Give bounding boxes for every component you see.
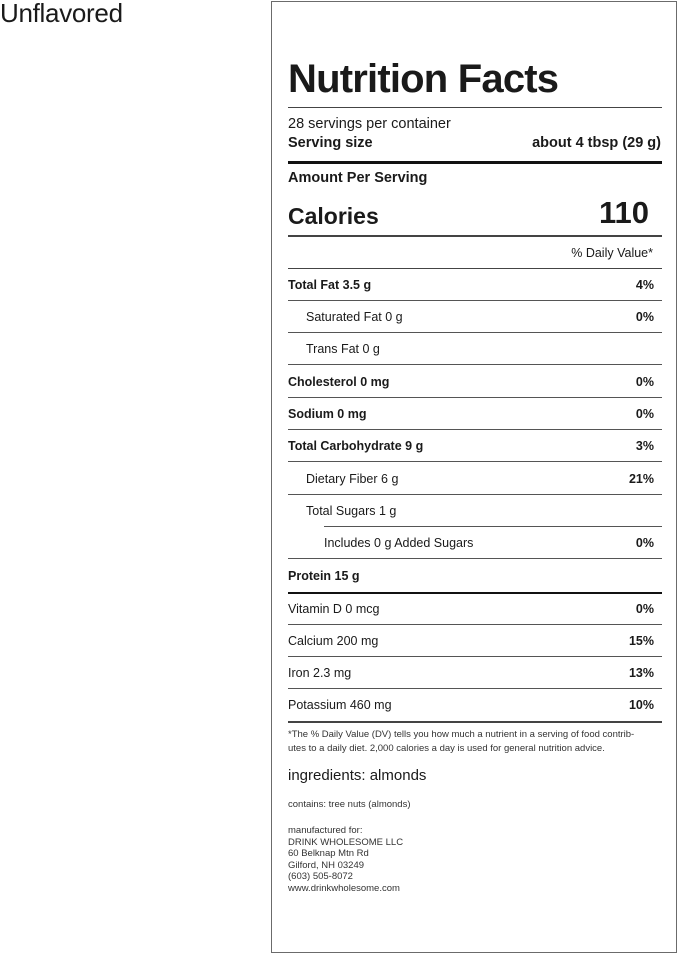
nutrient-dv: 0% bbox=[635, 536, 654, 550]
serving-size-label: Serving size bbox=[288, 135, 373, 151]
vitamin-row-iron bbox=[288, 657, 662, 689]
nutrition-facts-title: Nutrition Facts bbox=[288, 57, 559, 101]
nutrient-dv: 4% bbox=[635, 278, 654, 292]
nutrient-label: Trans Fat 0 g bbox=[306, 342, 380, 356]
nutrient-label: Protein 15 g bbox=[288, 569, 360, 583]
footnote-line: utes to a daily diet. 2,000 calories a day is used for general nutrition advice. bbox=[288, 743, 605, 754]
nutrient-row-saturated-fat bbox=[288, 301, 662, 333]
nutrient-row-protein bbox=[288, 560, 662, 592]
vitamin-row-potassium bbox=[288, 689, 662, 721]
ingredients-text: ingredients: almonds bbox=[288, 767, 427, 784]
vitamin-row-vitamin-d bbox=[288, 593, 662, 625]
nutrient-label: Total Carbohydrate 9 g bbox=[288, 439, 424, 453]
thick-divider bbox=[288, 161, 662, 164]
nutrient-dv: 21% bbox=[628, 472, 654, 486]
nutrient-label: Dietary Fiber 6 g bbox=[306, 472, 399, 486]
nutrient-dv: 0% bbox=[635, 407, 654, 421]
footnote-line: *The % Daily Value (DV) tells you how much a nutrient in a serving of food contrib- bbox=[288, 729, 635, 740]
vitamin-dv: 13% bbox=[628, 666, 654, 680]
calories-value: 110 bbox=[598, 195, 649, 230]
nutrition-facts-panel bbox=[271, 1, 677, 953]
nutrient-label: Cholesterol 0 mg bbox=[288, 375, 390, 389]
nutrient-row-sodium bbox=[288, 398, 662, 430]
divider bbox=[288, 107, 662, 108]
vitamin-label: Potassium 460 mg bbox=[288, 698, 392, 712]
divider bbox=[288, 721, 662, 723]
nutrient-dv: 3% bbox=[635, 439, 654, 453]
nutrient-label: Includes 0 g Added Sugars bbox=[324, 536, 474, 550]
nutrient-label: Total Sugars 1 g bbox=[306, 504, 397, 518]
daily-value-footnote bbox=[288, 728, 648, 756]
nutrient-row-total-sugars bbox=[288, 495, 662, 527]
amount-per-serving: Amount Per Serving bbox=[288, 170, 428, 186]
flavor-title: Unflavored bbox=[0, 0, 123, 28]
nutrient-dv: 0% bbox=[635, 310, 654, 324]
manufacturer-line: manufactured for: bbox=[288, 825, 363, 836]
divider bbox=[288, 235, 662, 237]
manufacturer-website: www.drinkwholesome.com bbox=[288, 882, 400, 894]
manufacturer-line: (603) 505-8072 bbox=[288, 871, 353, 883]
nutrient-label: Saturated Fat 0 g bbox=[306, 310, 403, 324]
vitamin-label: Iron 2.3 mg bbox=[288, 666, 352, 680]
manufacturer-info bbox=[288, 825, 403, 895]
nutrient-label: Total Fat 3.5 g bbox=[288, 278, 372, 292]
vitamin-dv: 10% bbox=[628, 698, 654, 712]
manufacturer-line: Gilford, NH 03249 bbox=[288, 859, 365, 871]
manufacturer-line: DRINK WHOLESOME LLC bbox=[288, 836, 404, 848]
calories-label: Calories bbox=[288, 203, 379, 229]
vitamin-label: Vitamin D 0 mcg bbox=[288, 602, 380, 616]
vitamin-dv: 15% bbox=[628, 634, 654, 648]
daily-value-header: % Daily Value* bbox=[571, 246, 653, 260]
vitamin-dv: 0% bbox=[635, 602, 654, 616]
serving-size-value: about 4 tbsp (29 g) bbox=[532, 135, 661, 151]
nutrient-row-dietary-fiber bbox=[288, 463, 662, 495]
vitamin-row-calcium bbox=[288, 625, 662, 657]
servings-per-container: 28 servings per container bbox=[288, 116, 451, 132]
nutrient-dv: 0% bbox=[635, 375, 654, 389]
nutrient-row-cholesterol bbox=[288, 366, 662, 398]
nutrient-row-total-fat bbox=[288, 269, 662, 301]
nutrient-row-total-carbohydrate bbox=[288, 430, 662, 462]
vitamin-label: Calcium 200 mg bbox=[288, 634, 379, 648]
nutrient-row-trans-fat bbox=[288, 333, 662, 365]
allergen-statement: contains: tree nuts (almonds) bbox=[288, 799, 411, 810]
nutrient-label: Sodium 0 mg bbox=[288, 407, 367, 421]
nutrient-row-added-sugars bbox=[288, 527, 662, 559]
manufacturer-line: 60 Belknap Mtn Rd bbox=[288, 848, 369, 860]
